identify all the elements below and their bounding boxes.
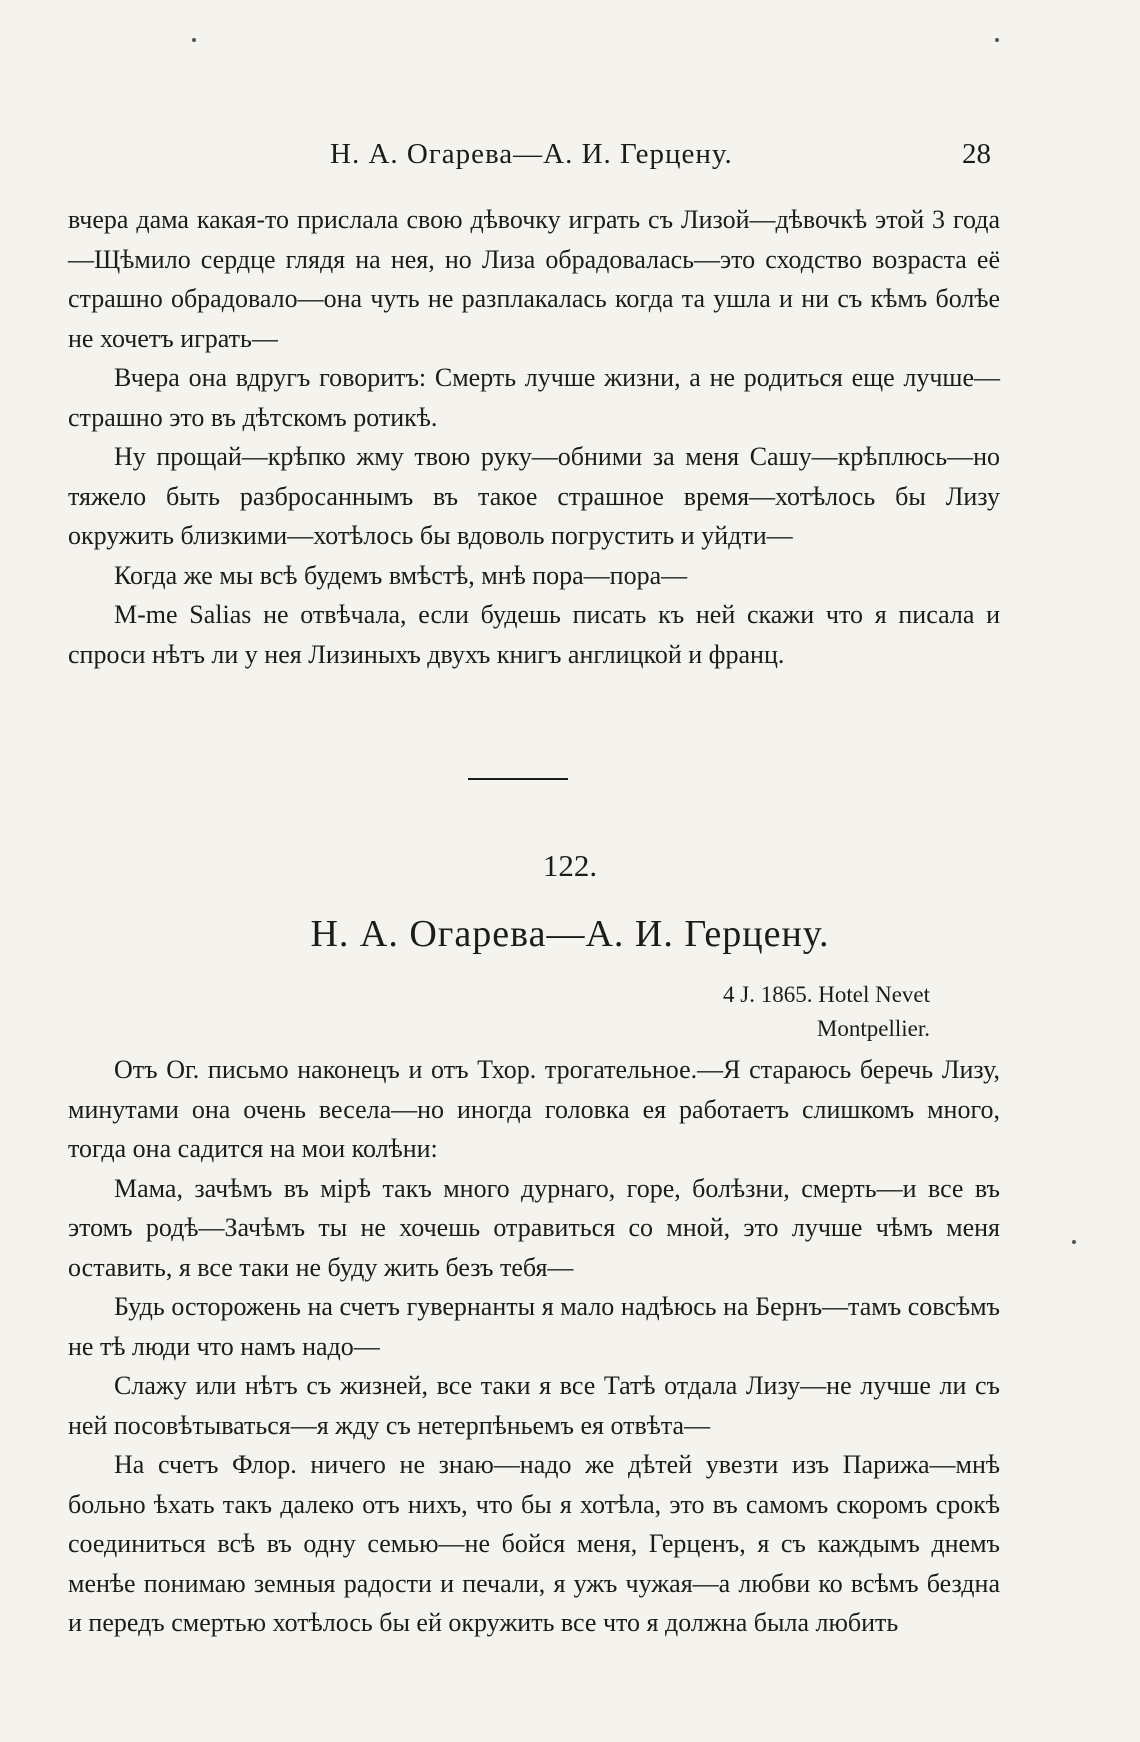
paragraph: На счетъ Флор. ничего не знаю—надо же дѣтей увезти изъ Парижа—мнѣ больно ѣхать такъ далеко отъ нихъ, что бы я хотѣла, это въ самомъ скоромъ срокѣ соединиться всѣ въ одну семью—не бойся меня, Герценъ, я съ каждымъ днемъ менѣе понимаю земныя радости и печали, я ужъ чужая—а любви ко всѣмъ бездна и передъ смертью хотѣлось бы ей окружить все что я должна была любить <box>68 1450 1000 1637</box>
running-title: Н. А. Огарева—А. И. Герцену. <box>330 138 733 170</box>
paragraph: Вчера она вдругъ говоритъ: Смерть лучше жизни, а не родиться еще лучше—страшно это въ дѣтскомъ ротикѣ. <box>68 363 1000 432</box>
letter-date: 4 J. 1865. Hotel Nevet <box>723 982 930 1007</box>
dateline <box>723 978 930 1046</box>
print-speck <box>995 38 999 42</box>
paragraph: M-me Salias не отвѣчала, если будешь писать къ ней скажи что я писала и спроси нѣтъ ли у нея Лизиныхъ двухъ книгъ англицкой и франц. <box>68 600 1000 669</box>
paragraph: Отъ Ог. письмо наконецъ и отъ Тхор. трогательное.—Я стараюсь беречь Лизу, минутами она очень весела—но иногда головка ея работаетъ слишкомъ много, тогда она садится на мои колѣни: <box>68 1055 1000 1163</box>
letter-place: Montpellier. <box>816 1016 930 1041</box>
letter-121-text <box>68 200 1000 674</box>
letter-number: 122. <box>542 848 598 883</box>
paragraph: Мама, зачѣмъ въ мірѣ такъ много дурнаго, горе, болѣзни, смерть—и все въ этомъ родѣ—Зачѣмъ ты не хочешь отравиться со мной, это лучше чѣмъ меня оставить, я все таки не буду жить безъ тебя— <box>68 1173 1000 1282</box>
letter-122-text <box>68 1050 1000 1643</box>
running-head <box>0 138 1140 178</box>
print-speck <box>192 38 196 42</box>
paragraph: вчера дама какая-то прислала свою дѣвочку играть съ Лизой—дѣвочкѣ этой 3 года—Щѣмило сердце глядя на нея, но Лиза обрадовалась—это сходство возраста её страшно обрадовало—она чуть не разплакалась когда та ушла и ни съ кѣмъ болѣе не хочетъ играть— <box>68 205 1000 353</box>
letter-heading: Н. А. Огарева—А. И. Герцену. <box>310 913 830 955</box>
paragraph: Ну прощай—крѣпко жму твою руку—обними за меня Сашу—крѣплюсь—но тяжело быть разбросаннымъ въ такое страшное время—хотѣлось бы Лизу окружить близкими—хотѣлось бы вдоволь погрустить и уйдти— <box>68 442 1000 550</box>
section-separator <box>468 778 568 780</box>
print-speck <box>1072 1240 1076 1244</box>
paragraph: Будь осторожень на счетъ гувернанты я мало надѣюсь на Бернъ—тамъ совсѣмъ не тѣ люди что намъ надо— <box>68 1292 1000 1361</box>
paragraph: Когда же мы всѣ будемъ вмѣстѣ, мнѣ пора—пора— <box>114 560 688 590</box>
page-number: 28 <box>962 138 991 170</box>
paragraph: Слажу или нѣтъ съ жизней, все таки я все Татѣ отдала Лизу—не лучше ли съ ней посовѣтываться—я жду съ нетерпѣньемъ ея отвѣта— <box>68 1371 1000 1440</box>
